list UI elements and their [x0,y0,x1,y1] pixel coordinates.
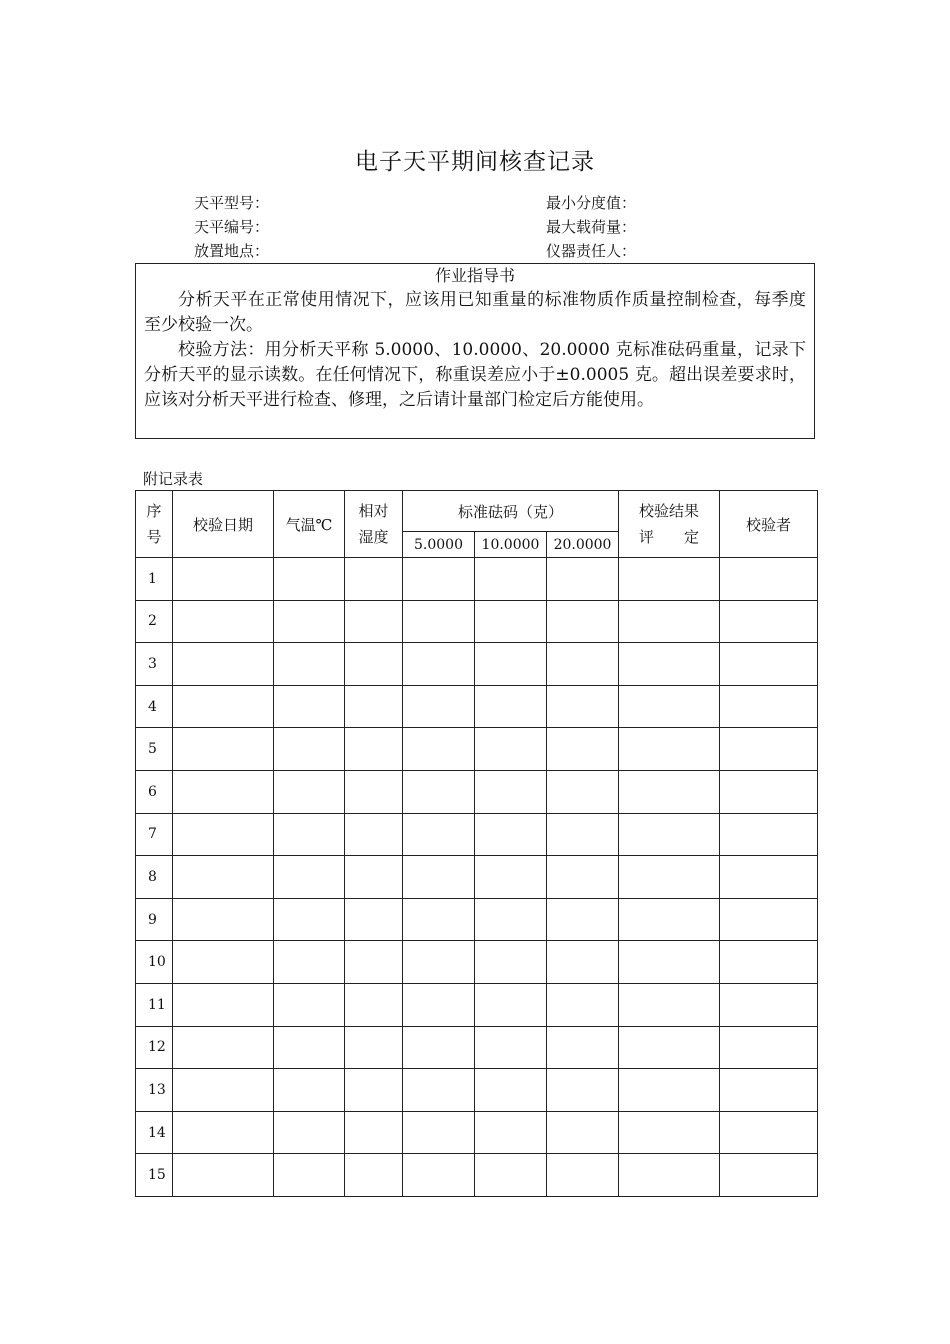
cell-temp[interactable] [274,558,345,601]
cell-humidity[interactable] [345,813,403,856]
meta-left [194,191,269,263]
header-weight-10: 10.0000 [475,532,547,558]
appendix-label: 附记录表 [143,470,204,488]
cell-weight-10[interactable] [475,1111,547,1154]
cell-humidity[interactable] [345,983,403,1026]
cell-inspector[interactable] [720,856,818,899]
cell-date[interactable] [173,898,274,941]
cell-weight-20[interactable] [547,813,619,856]
cell-weight-20[interactable] [547,770,619,813]
cell-weight-20[interactable] [547,1154,619,1197]
cell-inspector[interactable] [720,941,818,984]
cell-humidity[interactable] [345,1069,403,1112]
cell-weight-20[interactable] [547,941,619,984]
cell-weight-20[interactable] [547,898,619,941]
work-instruction-box [135,263,815,439]
cell-inspector[interactable] [720,813,818,856]
table-row [136,643,818,686]
cell-humidity[interactable] [345,1026,403,1069]
row-number: 9 [136,898,173,941]
cell-result[interactable] [619,983,720,1026]
row-number: 11 [136,983,173,1026]
header-row-1 [136,491,818,532]
cell-weight-5[interactable] [403,728,475,771]
cell-result[interactable] [619,856,720,899]
header-inspector: 校验者 [720,491,818,558]
cell-humidity[interactable] [345,898,403,941]
cell-weight-5[interactable] [403,770,475,813]
model-label: 天平型号： [194,194,270,212]
cell-inspector[interactable] [720,1154,818,1197]
cell-date[interactable] [173,728,274,771]
cell-weight-20[interactable] [547,983,619,1026]
cell-humidity[interactable] [345,770,403,813]
location-label: 放置地点： [194,242,270,260]
responsible-label: 仪器责任人： [546,242,637,260]
cell-date[interactable] [173,813,274,856]
cell-weight-10[interactable] [475,1069,547,1112]
table-row [136,1154,818,1197]
cell-result[interactable] [619,1111,720,1154]
record-table [135,490,818,1197]
cell-inspector[interactable] [720,558,818,601]
row-number: 12 [136,1026,173,1069]
cell-result[interactable] [619,1026,720,1069]
cell-weight-10[interactable] [475,558,547,601]
cell-weight-20[interactable] [547,1026,619,1069]
cell-date[interactable] [173,1069,274,1112]
cell-result[interactable] [619,1069,720,1112]
cell-temp[interactable] [274,1026,345,1069]
max-load-label: 最大载荷量： [546,218,637,236]
cell-weight-10[interactable] [475,643,547,686]
header-seq-line-1: 序 [146,502,162,520]
cell-weight-20[interactable] [547,1111,619,1154]
row-number: 15 [136,1154,173,1197]
table-row [136,1026,818,1069]
header-weight-5: 5.0000 [403,532,475,558]
cell-weight-5[interactable] [403,558,475,601]
header-temp: 气温℃ [274,491,345,558]
cell-humidity[interactable] [345,856,403,899]
cell-humidity[interactable] [345,600,403,643]
min-division-label: 最小分度值： [546,194,637,212]
cell-date[interactable] [173,1111,274,1154]
row-number: 1 [136,558,173,601]
row-number: 3 [136,643,173,686]
cell-result[interactable] [619,898,720,941]
cell-humidity[interactable] [345,1111,403,1154]
header-result [619,491,720,558]
work-instruction-title: 作业指导书 [434,266,515,285]
cell-inspector[interactable] [720,770,818,813]
cell-date[interactable] [173,643,274,686]
cell-temp[interactable] [274,898,345,941]
table-row [136,1111,818,1154]
cell-weight-5[interactable] [403,685,475,728]
header-humidity [345,491,403,558]
row-number: 8 [136,856,173,899]
cell-weight-5[interactable] [403,600,475,643]
row-number: 2 [136,600,173,643]
cell-date[interactable] [173,558,274,601]
cell-weight-10[interactable] [475,898,547,941]
cell-date[interactable] [173,600,274,643]
work-instruction-para-2: 校验方法：用分析天平称 5.0000、10.0000、20.0000 克标准砝码重量，记录下分析天平的显示读数。在任何情况下，称重误差应小于±0.0005 克。超出误差要求时，应该对分析天平进行检查、修理，之后请计量部门检定后方能使用。 [144,340,806,410]
cell-weight-10[interactable] [475,856,547,899]
cell-temp[interactable] [274,1154,345,1197]
cell-weight-5[interactable] [403,1069,475,1112]
cell-weight-10[interactable] [475,770,547,813]
cell-weight-10[interactable] [475,600,547,643]
cell-temp[interactable] [274,983,345,1026]
cell-temp[interactable] [274,856,345,899]
cell-result[interactable] [619,941,720,984]
cell-weight-5[interactable] [403,1026,475,1069]
cell-weight-10[interactable] [475,685,547,728]
table-row [136,685,818,728]
cell-inspector[interactable] [720,1026,818,1069]
cell-result[interactable] [619,558,720,601]
table-row [136,600,818,643]
cell-weight-5[interactable] [403,1154,475,1197]
cell-weight-20[interactable] [547,643,619,686]
cell-temp[interactable] [274,728,345,771]
row-number: 13 [136,1069,173,1112]
header-seq [136,491,173,558]
cell-weight-20[interactable] [547,856,619,899]
row-number: 10 [136,941,173,984]
cell-temp[interactable] [274,770,345,813]
cell-weight-5[interactable] [403,856,475,899]
cell-result[interactable] [619,770,720,813]
cell-humidity[interactable] [345,643,403,686]
cell-date[interactable] [173,770,274,813]
table-row [136,1069,818,1112]
table-row [136,983,818,1026]
header-seq-line-2: 号 [146,528,162,546]
row-number: 6 [136,770,173,813]
cell-temp[interactable] [274,1069,345,1112]
cell-weight-5[interactable] [403,941,475,984]
cell-result[interactable] [619,600,720,643]
cell-humidity[interactable] [345,558,403,601]
cell-weight-10[interactable] [475,813,547,856]
header-std-weights: 标准砝码（克） [403,491,619,532]
cell-humidity[interactable] [345,728,403,771]
table-row [136,813,818,856]
cell-weight-5[interactable] [403,643,475,686]
cell-weight-20[interactable] [547,600,619,643]
cell-humidity[interactable] [345,1154,403,1197]
cell-weight-10[interactable] [475,983,547,1026]
header-result-line-1: 校验结果 [639,502,700,520]
page-title: 电子天平期间核查记录 [355,149,595,175]
header-weight-20: 20.0000 [547,532,619,558]
cell-result[interactable] [619,1154,720,1197]
header-humidity-line-2: 湿度 [358,528,389,546]
cell-humidity[interactable] [345,685,403,728]
cell-weight-20[interactable] [547,728,619,771]
cell-inspector[interactable] [720,643,818,686]
number-label: 天平编号： [194,218,270,236]
cell-temp[interactable] [274,685,345,728]
table-row [136,770,818,813]
cell-weight-20[interactable] [547,1069,619,1112]
cell-humidity[interactable] [345,941,403,984]
header-date: 校验日期 [173,491,274,558]
cell-weight-10[interactable] [475,1026,547,1069]
cell-temp[interactable] [274,1111,345,1154]
cell-result[interactable] [619,643,720,686]
cell-weight-5[interactable] [403,898,475,941]
cell-date[interactable] [173,685,274,728]
cell-date[interactable] [173,856,274,899]
cell-weight-20[interactable] [547,685,619,728]
header-result-line-2: 评 定 [639,528,700,546]
cell-weight-10[interactable] [475,941,547,984]
row-number: 5 [136,728,173,771]
cell-result[interactable] [619,728,720,771]
cell-date[interactable] [173,1154,274,1197]
cell-inspector[interactable] [720,600,818,643]
table-row [136,941,818,984]
cell-date[interactable] [173,1026,274,1069]
row-number: 7 [136,813,173,856]
cell-weight-5[interactable] [403,1111,475,1154]
cell-date[interactable] [173,941,274,984]
cell-temp[interactable] [274,813,345,856]
cell-inspector[interactable] [720,898,818,941]
cell-date[interactable] [173,983,274,1026]
cell-inspector[interactable] [720,1111,818,1154]
meta-right [546,191,636,263]
cell-result[interactable] [619,813,720,856]
cell-weight-5[interactable] [403,813,475,856]
cell-inspector[interactable] [720,1069,818,1112]
work-instruction-para-1: 分析天平在正常使用情况下，应该用已知重量的标准物质作质量控制检查，每季度至少校验一次。 [144,290,806,335]
cell-weight-20[interactable] [547,558,619,601]
table-row [136,728,818,771]
table-row [136,558,818,601]
cell-weight-10[interactable] [475,728,547,771]
cell-temp[interactable] [274,941,345,984]
table-row [136,856,818,899]
row-number: 4 [136,685,173,728]
cell-inspector[interactable] [720,685,818,728]
header-humidity-line-1: 相对 [358,502,389,520]
cell-inspector[interactable] [720,728,818,771]
row-number: 14 [136,1111,173,1154]
table-row [136,898,818,941]
cell-weight-10[interactable] [475,1154,547,1197]
cell-temp[interactable] [274,600,345,643]
cell-weight-5[interactable] [403,983,475,1026]
cell-inspector[interactable] [720,983,818,1026]
cell-temp[interactable] [274,643,345,686]
cell-result[interactable] [619,685,720,728]
